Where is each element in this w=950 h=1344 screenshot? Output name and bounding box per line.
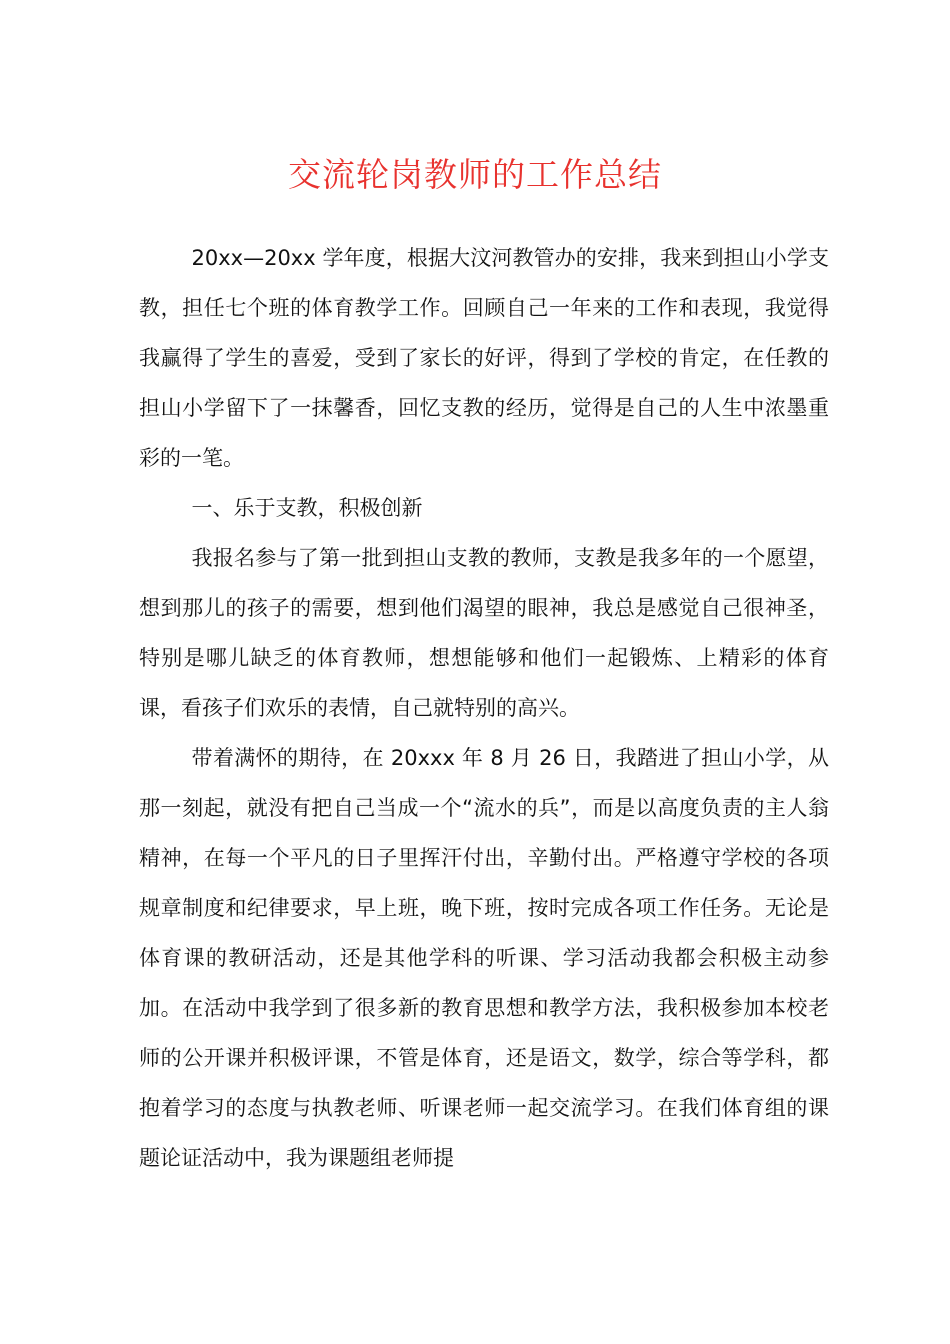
paragraph-work: 带着满怀的期待，在 20xxx 年 8 月 26 日，我踏进了担山小学，从那一刻起，就没有把自己当成一个“流水的兵”，而是以高度负责的主人翁精神，在每一个平凡的日子里挥汗付出，辛勤付出。严格遵守学校的各项规章制度和纪律要求，早上班，晚下班，按时完成各项工作任务。无论是体育课的教研活动，还是其他学科的听课、学习活动我都会积极主动参加。在活动中我学到了很多新的教育思想和教学方法，我积极参加本校老师的公开课并积极评课，不管是体育，还是语文，数学，综合等学科，都抱着学习的态度与执教老师、听课老师一起交流学习。在我们体育组的课题论证活动中，我为课题组老师提 xyxy=(139,746,829,1170)
document-body xyxy=(139,233,829,1183)
document-title: 交流轮岗教师的工作总结 xyxy=(288,155,662,194)
paragraph-motivation: 我报名参与了第一批到担山支教的教师，支教是我多年的一个愿望，想到那儿的孩子的需要，想到他们渴望的眼神，我总是感觉自己很神圣，特别是哪儿缺乏的体育教师，想想能够和他们一起锻炼、上精彩的体育课，看孩子们欢乐的表情，自己就特别的高兴。 xyxy=(139,546,829,720)
paragraph-intro: 20xx—20xx 学年度，根据大汶河教管办的安排，我来到担山小学支教，担任七个班的体育教学工作。回顾自己一年来的工作和表现，我觉得我赢得了学生的喜爱，受到了家长的好评，得到了学校的肯定，在任教的担山小学留下了一抹馨香，回忆支教的经历，觉得是自己的人生中浓墨重彩的一笔。 xyxy=(139,246,829,470)
section-heading: 一、乐于支教，积极创新 xyxy=(191,496,423,520)
